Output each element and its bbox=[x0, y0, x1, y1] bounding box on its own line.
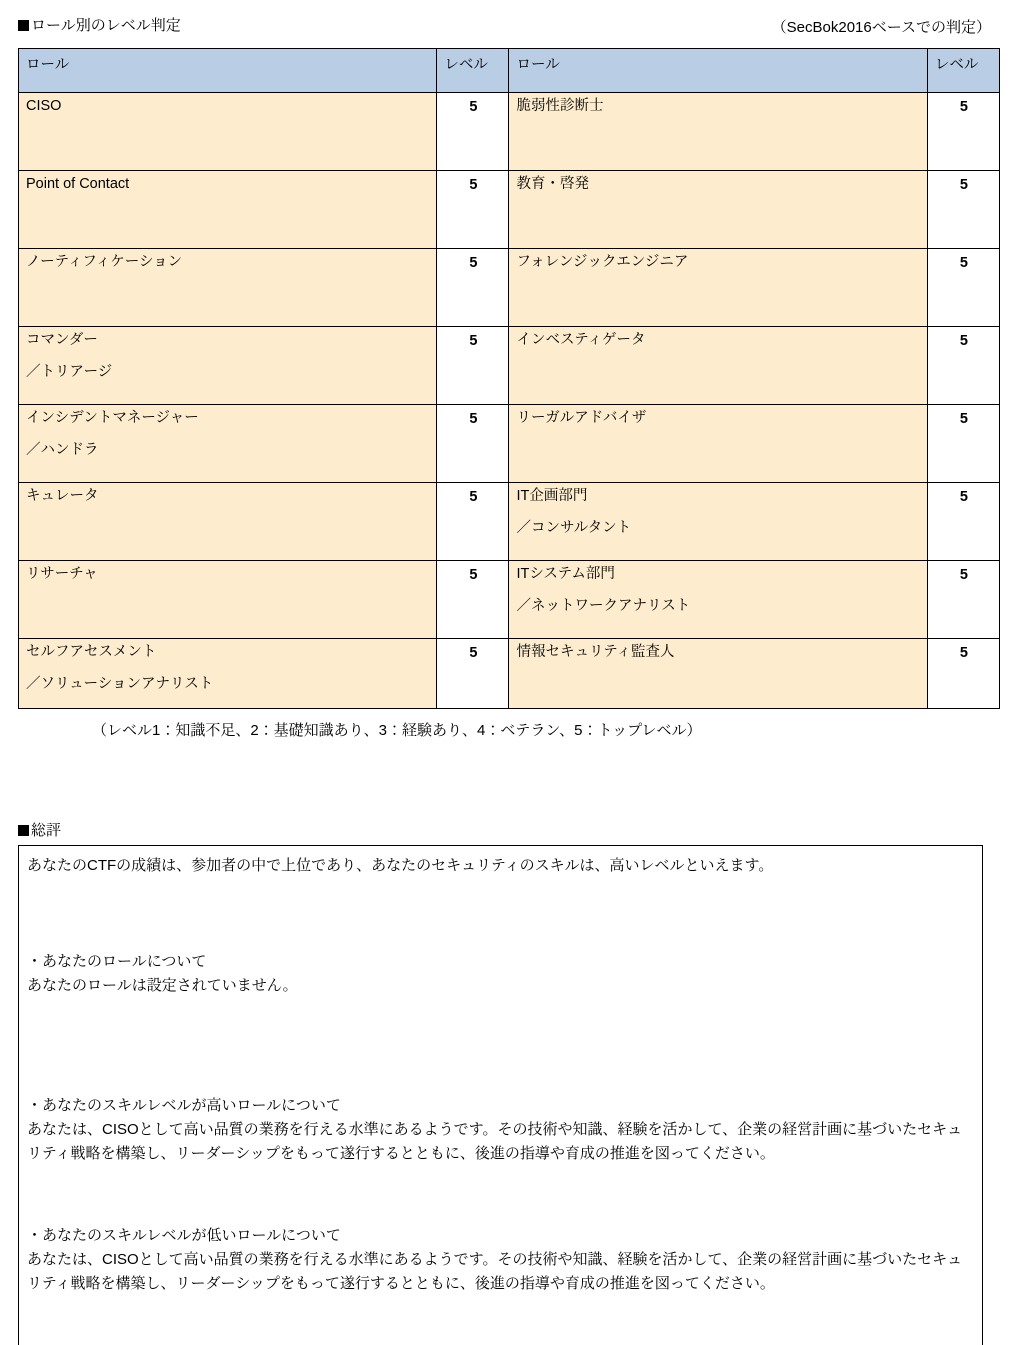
summary-section-heading-label: 総評 bbox=[31, 822, 62, 839]
summary-spacer bbox=[27, 998, 972, 1094]
role-name-line1: キュレータ bbox=[26, 488, 99, 504]
role-level-cell-right: 5 bbox=[927, 327, 999, 405]
role-level-cell-right: 5 bbox=[927, 405, 999, 483]
summary-low-skill-body: あなたは、CISOとして高い品質の業務を行える水準にあるようです。その技術や知識、経験を活かして、企業の経営計画に基づいたセキュリティ戦略を構築し、リーダーシップをもって遂行するとともに、後進の指導や育成の推進を図ってください。 bbox=[27, 1251, 963, 1292]
table-header-row bbox=[19, 49, 1000, 93]
role-name-line1: IT企画部門 bbox=[516, 488, 588, 504]
role-name-line2: ／コンサルタント bbox=[516, 519, 632, 536]
table-row bbox=[19, 483, 1000, 561]
role-name-line2: ／ハンドラ bbox=[26, 441, 99, 458]
role-level-cell-left: 5 bbox=[437, 639, 509, 709]
role-name-line1: インベスティゲータ bbox=[516, 332, 646, 348]
table-row bbox=[19, 327, 1000, 405]
summary-spacer bbox=[27, 878, 972, 950]
role-name-cell-left bbox=[19, 93, 437, 171]
role-name-line1: 情報セキュリティ監査人 bbox=[516, 644, 675, 660]
table-row bbox=[19, 561, 1000, 639]
role-level-cell-right: 5 bbox=[927, 639, 999, 709]
table-row bbox=[19, 93, 1000, 171]
role-name-line1: セルフアセスメント bbox=[26, 644, 157, 660]
role-name-cell-left bbox=[19, 561, 437, 639]
summary-box bbox=[18, 845, 983, 1345]
role-level-cell-right: 5 bbox=[927, 171, 999, 249]
role-name-line1: コマンダー bbox=[26, 332, 98, 348]
level-legend: （レベル1：知識不足、2：基礎知識あり、3：経験あり、4：ベテラン、5：トップレベル） bbox=[92, 722, 702, 739]
role-name-line1: リサーチャ bbox=[26, 566, 98, 582]
role-level-cell-right: 5 bbox=[927, 249, 999, 327]
role-name-cell-left bbox=[19, 483, 437, 561]
table-row bbox=[19, 639, 1000, 709]
square-bullet-icon bbox=[18, 825, 29, 836]
role-name-line2: ／トリアージ bbox=[26, 363, 113, 380]
summary-role-body: あなたのロールは設定されていません。 bbox=[27, 977, 298, 994]
role-name-line2: ／ネットワークアナリスト bbox=[516, 597, 691, 614]
summary-section-heading bbox=[18, 823, 61, 838]
column-header-role-right: ロール bbox=[509, 49, 927, 93]
role-name-cell-right bbox=[509, 171, 927, 249]
role-level-cell-left: 5 bbox=[437, 483, 509, 561]
summary-low-skill-title: ・あなたのスキルレベルが低いロールについて bbox=[27, 1227, 341, 1244]
role-name-cell-right bbox=[509, 405, 927, 483]
table-row bbox=[19, 171, 1000, 249]
table-row bbox=[19, 249, 1000, 327]
role-name-cell-right bbox=[509, 639, 927, 709]
role-name-line1: 教育・啓発 bbox=[516, 176, 589, 192]
square-bullet-icon bbox=[18, 20, 29, 31]
role-name-line2: ／ソリューションアナリスト bbox=[26, 675, 214, 692]
summary-spacer bbox=[27, 1166, 972, 1224]
role-name-line1: Point of Contact bbox=[26, 176, 130, 192]
summary-high-skill-body: あなたは、CISOとして高い品質の業務を行える水準にあるようです。その技術や知識、経験を活かして、企業の経営計画に基づいたセキュリティ戦略を構築し、リーダーシップをもって遂行するとともに、後進の指導や育成の推進を図ってください。 bbox=[27, 1121, 963, 1162]
role-level-table bbox=[18, 48, 1000, 709]
role-section-heading-label: ロール別のレベル判定 bbox=[31, 17, 181, 34]
role-name-cell-right bbox=[509, 249, 927, 327]
role-name-cell-right bbox=[509, 327, 927, 405]
role-level-cell-right: 5 bbox=[927, 483, 999, 561]
role-name-cell-right bbox=[509, 561, 927, 639]
summary-overall-text: あなたのCTFの成績は、参加者の中で上位であり、あなたのセキュリティのスキルは、高いレベルといえます。 bbox=[27, 857, 774, 874]
role-name-line1: フォレンジックエンジニア bbox=[516, 254, 689, 270]
column-header-level-right: レベル bbox=[927, 49, 999, 93]
role-name-cell-right bbox=[509, 483, 927, 561]
table-row bbox=[19, 405, 1000, 483]
role-level-cell-right: 5 bbox=[927, 93, 999, 171]
column-header-role-left: ロール bbox=[19, 49, 437, 93]
column-header-level-left: レベル bbox=[437, 49, 509, 93]
summary-role-title: ・あなたのロールについて bbox=[27, 953, 207, 970]
role-section-heading bbox=[18, 18, 181, 33]
role-level-cell-left: 5 bbox=[437, 561, 509, 639]
role-level-cell-left: 5 bbox=[437, 405, 509, 483]
role-level-cell-left: 5 bbox=[437, 327, 509, 405]
role-name-cell-left bbox=[19, 327, 437, 405]
secbok-basis-note: （SecBok2016ベースでの判定） bbox=[771, 19, 991, 36]
role-name-line1: ITシステム部門 bbox=[516, 566, 615, 582]
role-level-cell-left: 5 bbox=[437, 249, 509, 327]
role-name-cell-left bbox=[19, 405, 437, 483]
role-level-cell-left: 5 bbox=[437, 171, 509, 249]
role-level-cell-right: 5 bbox=[927, 561, 999, 639]
role-name-cell-left bbox=[19, 171, 437, 249]
role-name-line1: ノーティフィケーション bbox=[26, 254, 183, 270]
role-name-line1: インシデントマネージャー bbox=[26, 410, 199, 426]
role-name-cell-right bbox=[509, 93, 927, 171]
role-name-cell-left bbox=[19, 249, 437, 327]
role-name-cell-left bbox=[19, 639, 437, 709]
role-name-line1: 脆弱性診断士 bbox=[516, 98, 604, 114]
role-name-line1: リーガルアドバイザ bbox=[516, 410, 647, 426]
role-name-line1: CISO bbox=[26, 98, 62, 114]
summary-high-skill-title: ・あなたのスキルレベルが高いロールについて bbox=[27, 1097, 341, 1114]
role-level-cell-left: 5 bbox=[437, 93, 509, 171]
